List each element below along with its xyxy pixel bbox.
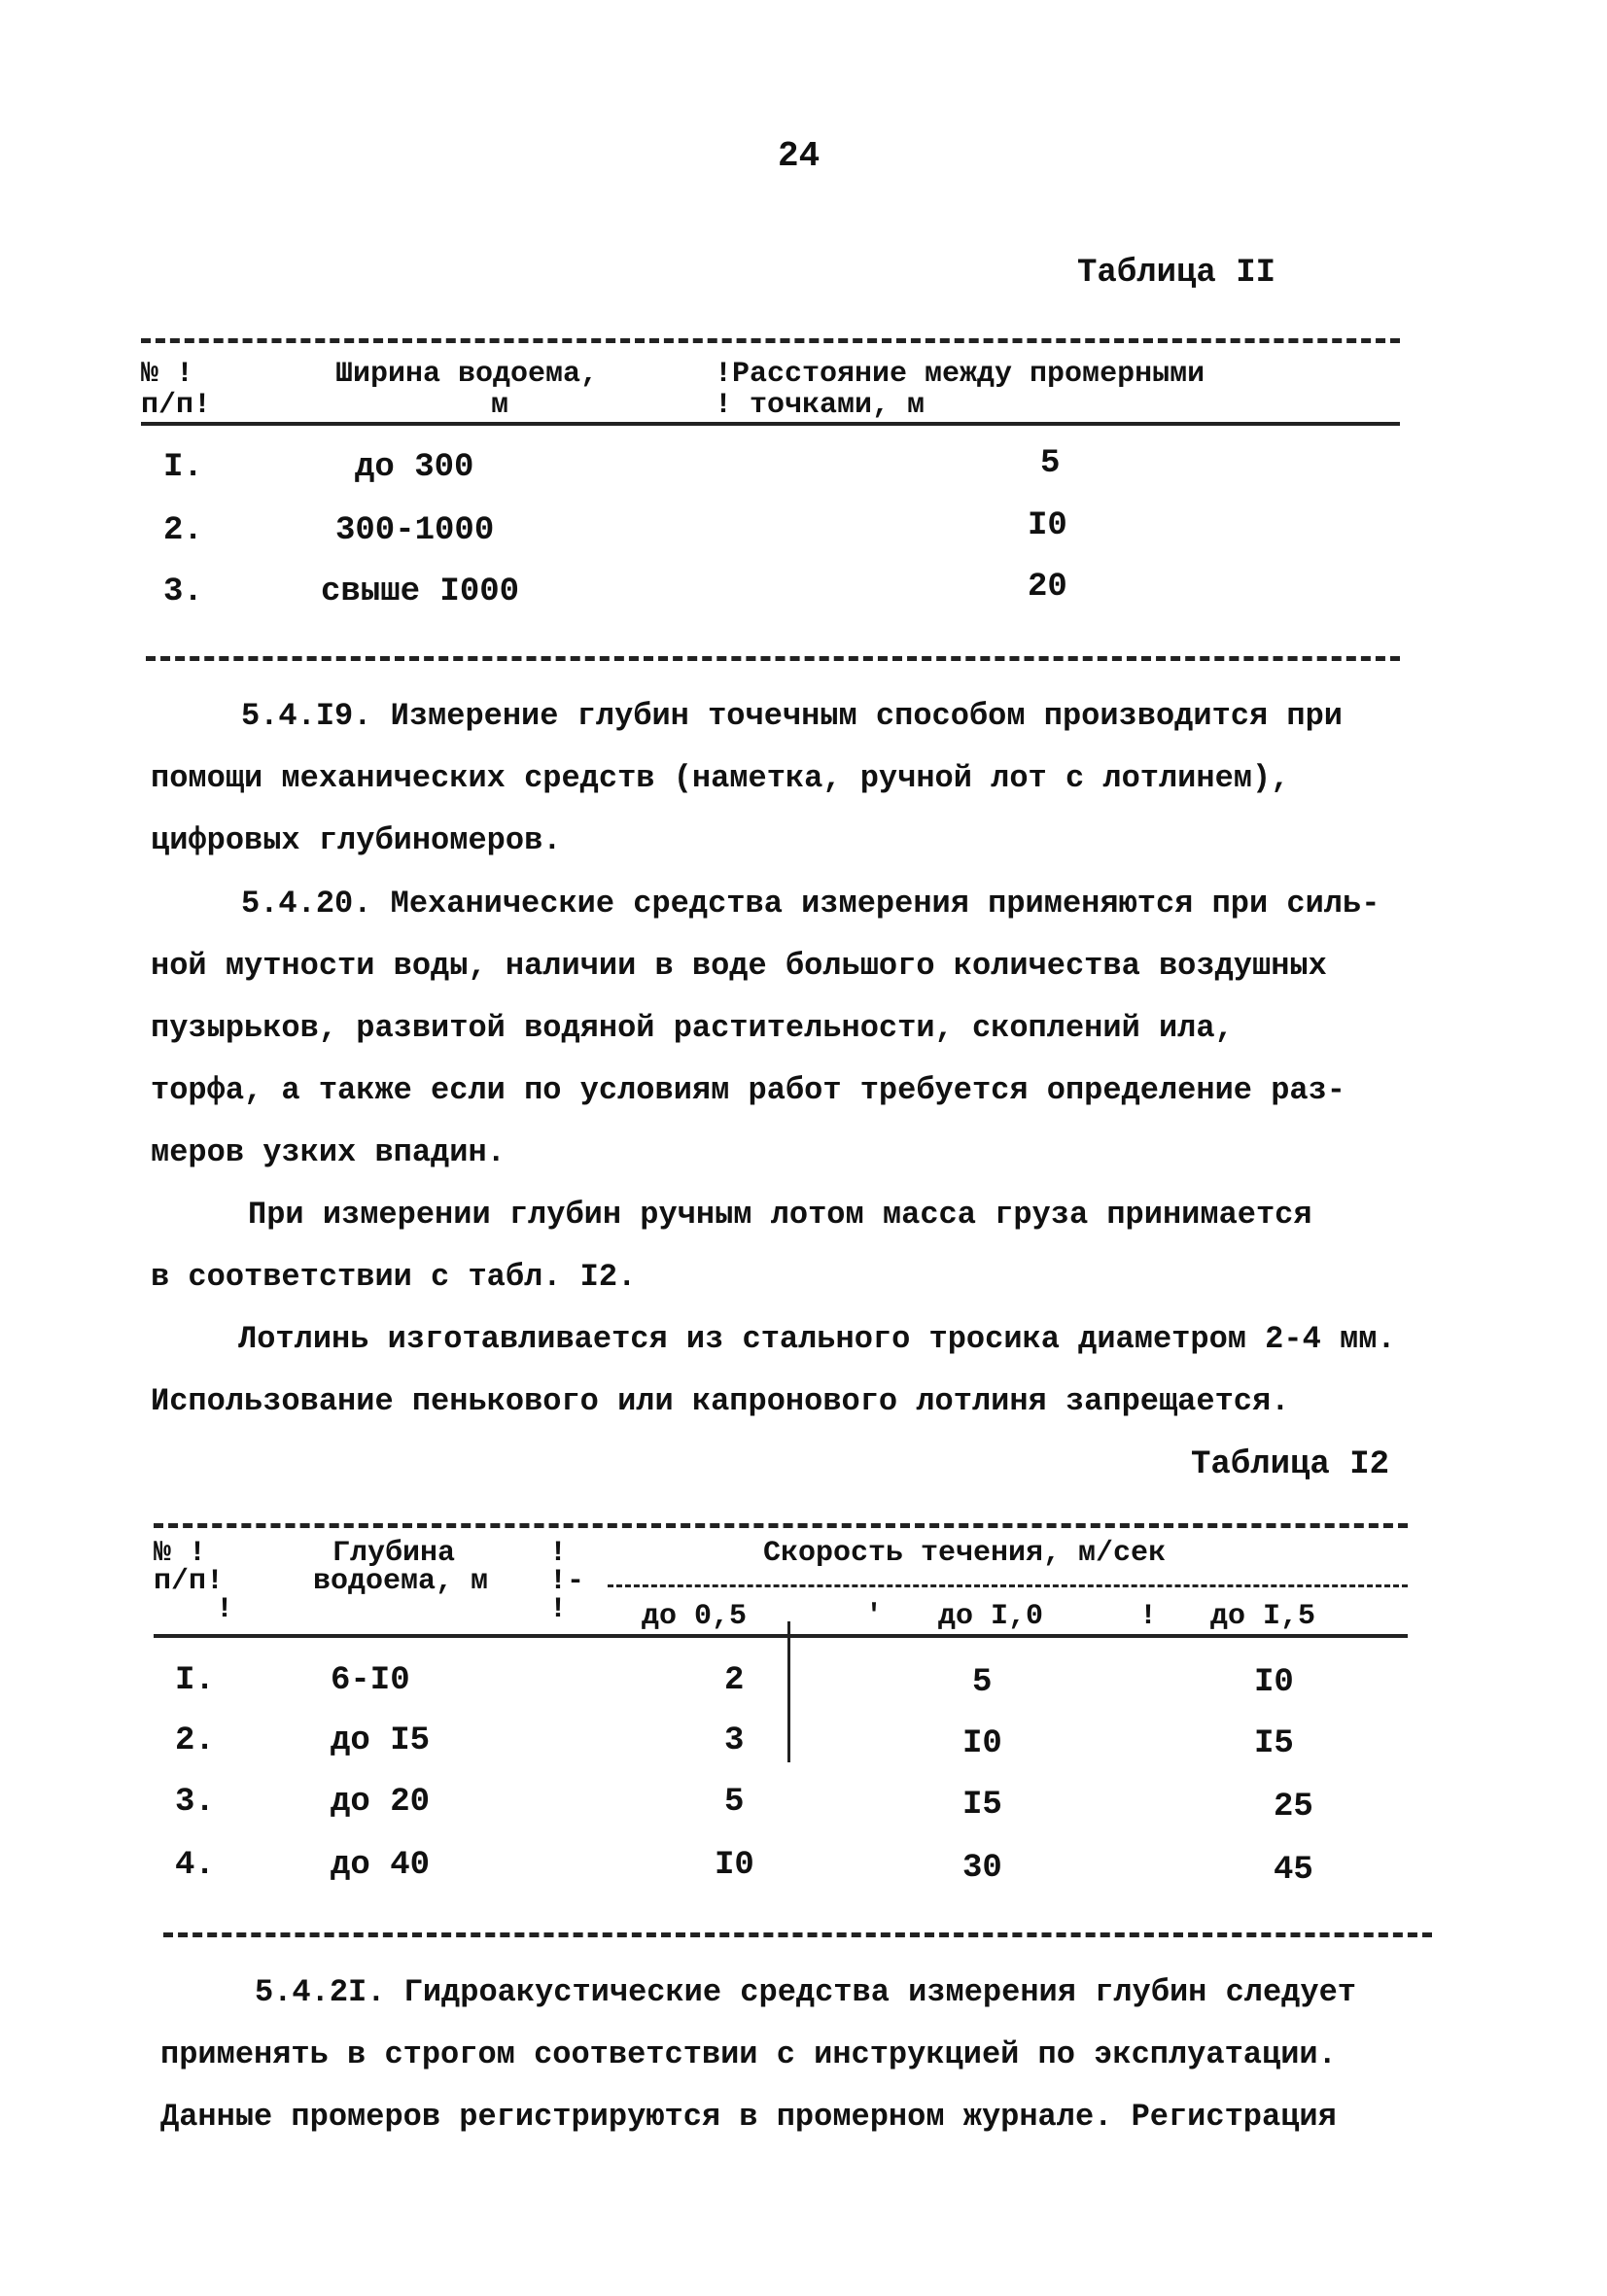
text-line: торфа, а также если по условиям работ требуется определение раз- [151,1072,1345,1108]
text-line: 5.4.20. Механические средства измерения применяются при силь- [241,886,1380,922]
paragraph-5-4-20 [241,873,1380,935]
paragraph-lot-mass-cont [151,1246,636,1308]
text-line: Данные промеров регистрируются в промерном журнале. Регистрация [160,2099,1337,2135]
table12-header-num-line2: п/п! [154,1565,225,1598]
table12-header-speed-col1: до 0,5 [642,1600,748,1633]
text-line: цифровых глубиномеров. [151,822,562,858]
table12-cell-v1: 3 [724,1722,745,1759]
table12-cell-v2: I5 [962,1787,1002,1824]
table11-header-num-line2: п/п! [141,389,212,422]
table12-header-sep2: !- [549,1565,585,1598]
table11-cell-width: свыше I000 [321,574,520,610]
table12-bottom-rule [163,1932,1432,1937]
table12-cell-v1: 2 [724,1662,745,1699]
table12-cell-v2: I0 [962,1725,1002,1762]
table12-cell-num: I. [175,1662,215,1699]
page-number: 24 [778,136,821,176]
text-line: Лотлинь изготавливается из стального тросика диаметром 2-4 мм. [238,1321,1396,1357]
table12-cell-v3: 25 [1274,1789,1313,1826]
paragraph-5-4-21-cont [160,2024,1337,2148]
table12-header-speed-quote: ' [865,1600,884,1633]
table12-cell-v3: I5 [1254,1725,1294,1762]
text-line: пузырьков, развитой водяной растительности, скоплений ила, [151,1010,1234,1046]
paragraph-5-4-19 [241,685,1343,748]
table11-cell-width: до 300 [355,449,474,486]
table11-header-num-line1: № ! [141,358,194,391]
table12-header-speed-title: Скорость течения, м/сек [763,1537,1167,1570]
table12-cell-num: 2. [175,1722,215,1759]
table12-cell-num: 3. [175,1784,215,1821]
table12-speed-rule [608,1584,1408,1587]
table12-cell-depth: до 40 [331,1847,431,1884]
text-line: меров узких впадин. [151,1134,506,1170]
paragraph-5-4-19-cont [151,748,1289,872]
table11-bottom-rule [146,656,1400,661]
table11-caption: Таблица II [1077,255,1276,292]
text-line: помощи механических средств (наметка, ручной лот с лотлинем), [151,760,1290,796]
table12-cell-depth: до 20 [331,1784,431,1821]
table12-cell-depth: 6-I0 [331,1662,410,1699]
table12-header-speed-sep: ! [1139,1600,1158,1633]
table12-cell-v1: I0 [715,1847,754,1884]
text-line: в соответствии с табл. I2. [151,1259,637,1295]
text-line: применять в строгом соответствии с инструкцией по эксплуатации. [160,2036,1337,2072]
table11-cell-num: 2. [163,512,203,549]
table12-cell-depth: до I5 [331,1722,431,1759]
table11-cell-num: 3. [163,574,203,610]
table11-header-dist-line2: ! точками, м [715,389,926,422]
table12-cell-v3: 45 [1274,1852,1313,1889]
table12-top-rule [154,1523,1408,1528]
text-line: Использование пенькового или капронового лотлиня запрещается. [151,1383,1290,1419]
table12-header-speed-col3: до I,5 [1210,1600,1316,1633]
table12-cell-v1: 5 [724,1784,745,1821]
paragraph-5-4-20-cont [151,935,1345,1184]
table12-header-num-line1: № ! [154,1537,207,1570]
table12-header-speed-col2: до I,0 [938,1600,1044,1633]
table11-cell-dist: 20 [1028,569,1067,606]
table12-header-depth-line1: Глубина [332,1537,456,1570]
table11-cell-width: 300-1000 [335,512,495,549]
table11-cell-num: I. [163,449,203,486]
table12-header-sep1: ! [549,1537,568,1570]
table12-cell-v3: I0 [1254,1664,1294,1701]
paragraph-5-4-21 [255,1962,1356,2024]
table12-cell-num: 4. [175,1847,215,1884]
text-line: 5.4.I9. Измерение глубин точечным способом производится при [241,698,1343,734]
table11-header-rule [141,422,1400,426]
paragraph-lot-mass [248,1184,1312,1246]
table12-header-sep3: ! [549,1593,568,1626]
table12-header-rule [154,1634,1408,1638]
table11-header-width-line1: Ширина водоема, [335,358,599,391]
paragraph-lotline [238,1308,1396,1371]
text-line: 5.4.2I. Гидроакустические средства измерения глубин следует [255,1974,1356,2010]
table11-top-rule [141,338,1400,343]
table11-header-width-line2: м [491,389,509,422]
table11-header-dist-line1: !Расстояние между промерными [715,358,1205,391]
table12-cell-v2: 30 [962,1850,1002,1887]
table12-header-num-line3: ! [216,1593,234,1626]
table11-cell-dist: 5 [1040,445,1061,482]
paragraph-lotline-cont [151,1371,1289,1433]
table12-column-line [787,1621,790,1762]
text-line: При измерении глубин ручным лотом масса груза принимается [248,1197,1312,1233]
table12-header-depth-line2: водоема, м [313,1565,489,1598]
text-line: ной мутности воды, наличии в воде большого количества воздушных [151,948,1327,984]
table12-caption: Таблица I2 [1191,1446,1390,1483]
table12-cell-v2: 5 [972,1664,993,1701]
table11-cell-dist: I0 [1028,507,1067,544]
